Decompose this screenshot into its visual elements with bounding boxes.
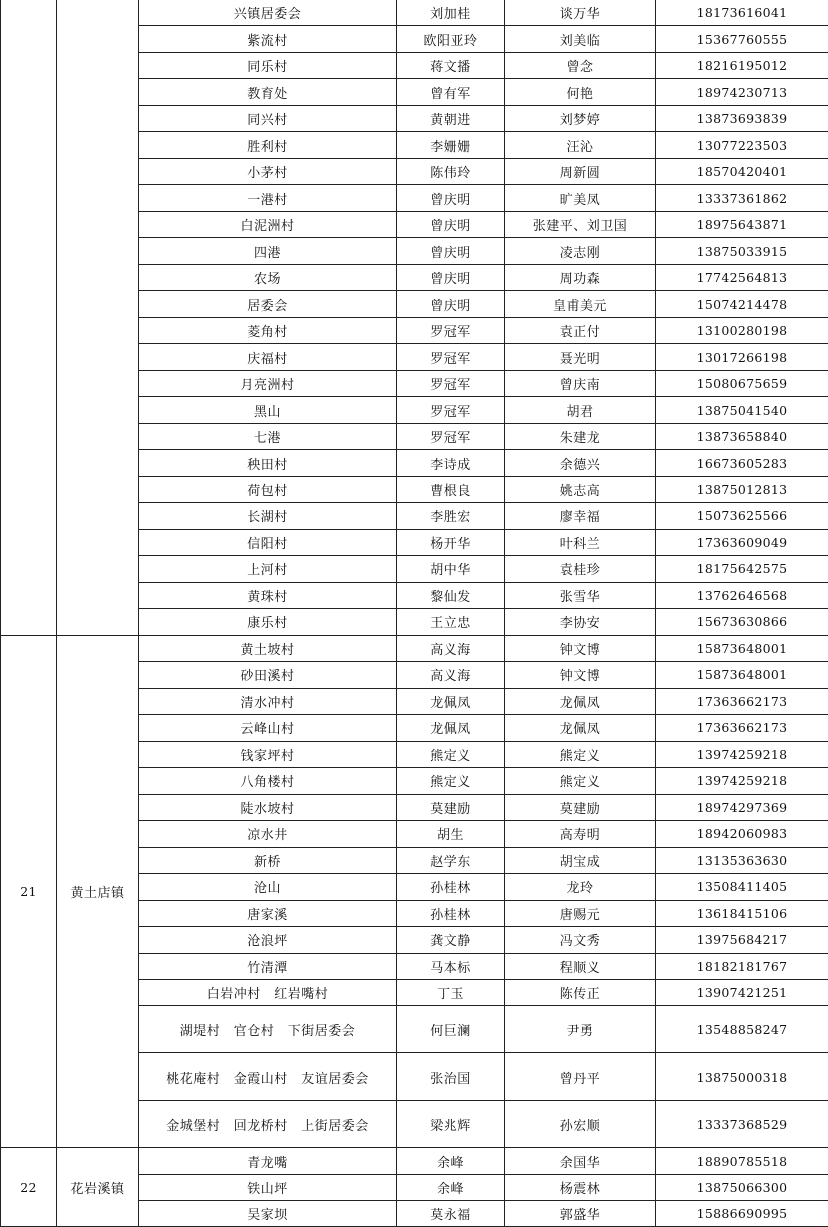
contact-cell: 熊定义 [559,775,601,791]
phone-cell: 17363662173 [696,693,788,709]
village-cell: 湖堤村 官仓村 下街居委会 [179,1024,356,1039]
leader-cell: 曾庆明 [430,298,471,314]
village-cell: 紫流村 [247,33,288,49]
village-cell: 桃花庵村 金霞山村 友谊居委会 [166,1071,369,1087]
leader-cell: 张治国 [430,1071,471,1087]
village-cell: 信阳村 [247,536,288,552]
phone-cell: 18175642575 [696,561,788,577]
leader-cell: 陈伟玲 [430,166,471,182]
leader-cell: 曾庆明 [430,219,471,235]
leader-cell: 曾庆明 [430,272,471,288]
phone-cell: 13974259218 [696,773,788,789]
phone-cell: 13875041540 [696,402,788,418]
leader-cell: 曾庆明 [430,245,471,261]
leader-cell: 刘加桂 [430,7,471,23]
leader-cell: 罗冠军 [430,378,471,394]
leader-cell: 孙桂林 [430,907,471,923]
contact-cell: 冯文秀 [559,934,601,950]
village-cell: 清水冲村 [240,695,295,711]
leader-cell: 胡中华 [430,563,471,579]
village-cell: 沧山 [253,881,281,897]
contact-cell: 张雪华 [559,589,601,605]
phone-cell: 15673630866 [696,614,788,630]
contact-cell: 程顺义 [559,960,601,976]
contact-cell: 姚志高 [559,483,601,499]
phone-cell: 18975643871 [696,217,788,233]
village-cell: 砂田溪村 [240,669,295,685]
leader-cell: 梁兆辉 [430,1119,471,1134]
contact-cell: 杨震林 [559,1181,601,1197]
phone-cell: 18890785518 [696,1153,788,1169]
leader-cell: 王立忠 [430,616,471,632]
contact-cell: 叶科兰 [559,536,601,552]
village-cell: 小茅村 [247,166,288,182]
town-name-cell: 花岩溪镇 [70,1181,125,1197]
contact-cell: 孙宏顺 [559,1119,601,1134]
contact-cell: 聂光明 [559,351,601,367]
contact-cell: 曾念 [566,60,594,76]
phone-cell: 13548858247 [696,1022,788,1037]
leader-cell: 莫建励 [430,801,471,817]
contact-cell: 刘美临 [559,33,601,49]
contact-cell: 尹勇 [566,1024,594,1039]
phone-cell: 15886690995 [696,1205,788,1221]
phone-cell: 13907421251 [696,985,788,1001]
contact-cell: 皇甫美元 [552,298,607,314]
phone-cell: 13875000318 [696,1069,788,1085]
village-cell: 一港村 [247,192,288,208]
contact-cell: 龙玲 [566,881,594,897]
phone-cell: 17363609049 [696,534,788,550]
phone-cell: 13875033915 [696,243,788,259]
contact-cell: 唐赐元 [559,907,601,923]
leader-cell: 罗冠军 [430,404,471,420]
contact-cell: 高寿明 [559,828,601,844]
village-cell: 长湖村 [247,510,288,526]
contact-cell: 余国华 [559,1155,601,1171]
phone-cell: 18974297369 [696,799,788,815]
leader-cell: 余峰 [436,1181,464,1197]
village-cell: 菱角村 [247,325,288,341]
leader-cell: 罗冠军 [430,325,471,341]
village-cell: 新桥 [253,854,281,870]
contact-cell: 旷美凤 [559,192,601,208]
leader-cell: 杨开华 [430,536,471,552]
phone-cell: 16673605283 [696,455,788,471]
contact-cell: 郭盛华 [559,1207,601,1223]
village-cell: 沧浪坪 [247,934,288,950]
phone-cell: 15873648001 [696,667,788,683]
village-cell: 竹清潭 [247,960,288,976]
village-cell: 同兴村 [247,113,288,129]
village-cell: 月亮洲村 [240,378,295,394]
village-cell: 白泥洲村 [240,219,295,235]
contact-cell: 熊定义 [559,748,601,764]
village-cell: 钱家坪村 [240,748,295,764]
village-cell: 兴镇居委会 [233,7,302,23]
phone-cell: 13873693839 [696,111,788,127]
contact-cell: 廖幸福 [559,510,601,526]
leader-cell: 莫永福 [430,1207,471,1223]
phone-cell: 17742564813 [696,270,788,286]
phone-cell: 17363662173 [696,720,788,736]
contact-cell: 曾庆南 [559,378,601,394]
group-number-cell: 21 [20,884,37,900]
village-cell: 吴家坝 [247,1207,288,1223]
phone-cell: 13100280198 [696,323,788,339]
contact-cell: 陈传正 [559,987,601,1003]
phone-cell: 13135363630 [696,852,788,868]
village-cell: 黑山 [253,404,281,420]
phone-cell: 13762646568 [696,587,788,603]
phone-cell: 13017266198 [696,349,788,365]
group-number-cell [1,0,56,635]
phone-cell: 18974230713 [696,84,788,100]
phone-cell: 18182181767 [696,958,788,974]
leader-cell: 高义海 [430,642,471,658]
village-cell: 唐家溪 [247,907,288,923]
phone-cell: 18942060983 [696,826,788,842]
leader-cell: 龚文静 [430,934,471,950]
town-name-cell: 黄土店镇 [70,886,125,902]
village-cell: 庆福村 [247,351,288,367]
village-cell: 铁山坪 [247,1181,288,1197]
leader-cell: 赵学东 [430,854,471,870]
contact-cell: 莫建励 [559,801,601,817]
village-cell: 四港 [253,245,281,261]
town-name-cell [57,0,138,635]
contact-cell: 周功森 [559,272,601,288]
leader-cell: 黎仙发 [430,589,471,605]
phone-cell: 13077223503 [696,137,788,153]
village-cell: 同乐村 [247,60,288,76]
leader-cell: 高义海 [430,669,471,685]
phone-cell: 13337368529 [696,1117,788,1132]
leader-cell: 曾有军 [430,86,471,102]
village-cell: 七港 [253,431,281,447]
leader-cell: 熊定义 [430,775,471,791]
leader-cell: 李姗姗 [430,139,471,155]
contact-cell: 钟文博 [559,642,601,658]
phone-cell: 15073625566 [696,508,788,524]
village-cell: 胜利村 [247,139,288,155]
phone-cell: 15367760555 [696,31,788,47]
contact-cell: 龙佩凤 [559,695,601,711]
phone-cell: 13618415106 [696,905,788,921]
phone-cell: 13975684217 [696,932,788,948]
village-cell: 居委会 [247,298,288,314]
contact-cell: 张建平、刘卫国 [532,219,628,235]
phone-cell: 13508411405 [696,879,788,895]
phone-cell: 13873658840 [696,429,788,445]
leader-cell: 李胜宏 [430,510,471,526]
contact-cell: 刘梦婷 [559,113,601,129]
village-cell: 荷包村 [247,483,288,499]
contact-cell: 龙佩凤 [559,722,601,738]
leader-cell: 丁玉 [436,987,464,1003]
leader-cell: 蒋文播 [430,60,471,76]
village-cell: 黄珠村 [247,589,288,605]
leader-cell: 曹根良 [430,483,471,499]
contact-cell: 周新圆 [559,166,601,182]
leader-cell: 胡生 [436,828,464,844]
phone-cell: 13875066300 [696,1179,788,1195]
contact-cell: 袁正付 [559,325,601,341]
village-cell: 金城堡村 回龙桥村 上街居委会 [166,1119,369,1134]
leader-cell: 孙桂林 [430,881,471,897]
phone-cell: 13337361862 [696,190,788,206]
village-cell: 康乐村 [247,616,288,632]
phone-cell: 13875012813 [696,481,788,497]
contact-cell: 何艳 [566,86,594,102]
village-cell: 教育处 [247,86,288,102]
contact-cell: 余德兴 [559,457,601,473]
contact-cell: 朱建龙 [559,431,601,447]
village-cell: 上河村 [247,563,288,579]
leader-cell: 龙佩凤 [430,695,471,711]
leader-cell: 马本标 [430,960,471,976]
village-cell: 农场 [253,272,281,288]
contact-cell: 谈万华 [559,7,601,23]
leader-cell: 李诗成 [430,457,471,473]
leader-cell: 熊定义 [430,748,471,764]
contact-cell: 钟文博 [559,669,601,685]
phone-cell: 13974259218 [696,746,788,762]
contact-cell: 凌志刚 [559,245,601,261]
phone-cell: 15074214478 [696,296,788,312]
leader-cell: 龙佩凤 [430,722,471,738]
contact-cell: 汪沁 [566,139,594,155]
phone-cell: 15080675659 [696,376,788,392]
village-cell: 白岩冲村 红岩嘴村 [206,987,329,1003]
contact-cell: 胡君 [566,404,594,420]
village-cell: 云峰山村 [240,722,295,738]
village-cell: 秧田村 [247,457,288,473]
leader-cell: 欧阳亚玲 [423,33,478,49]
leader-cell: 黄朝进 [430,113,471,129]
village-cell: 凉水井 [247,828,288,844]
village-cell: 黄土坡村 [240,642,295,658]
group-number-cell: 22 [20,1179,37,1195]
phone-cell: 18173616041 [696,5,788,21]
phone-cell: 18216195012 [696,58,788,74]
leader-cell: 余峰 [436,1155,464,1171]
contact-cell: 曾丹平 [559,1071,601,1087]
phone-cell: 15873648001 [696,640,788,656]
leader-cell: 何巨澜 [430,1024,471,1039]
leader-cell: 罗冠军 [430,351,471,367]
leader-cell: 罗冠军 [430,431,471,447]
phone-cell: 18570420401 [696,164,788,180]
contact-cell: 李协安 [559,616,601,632]
village-cell: 青龙嘴 [247,1155,288,1171]
contact-cell: 胡宝成 [559,854,601,870]
village-cell: 八角楼村 [240,775,295,791]
leader-cell: 曾庆明 [430,192,471,208]
contact-cell: 袁桂珍 [559,563,601,579]
village-cell: 陡水坡村 [240,801,295,817]
